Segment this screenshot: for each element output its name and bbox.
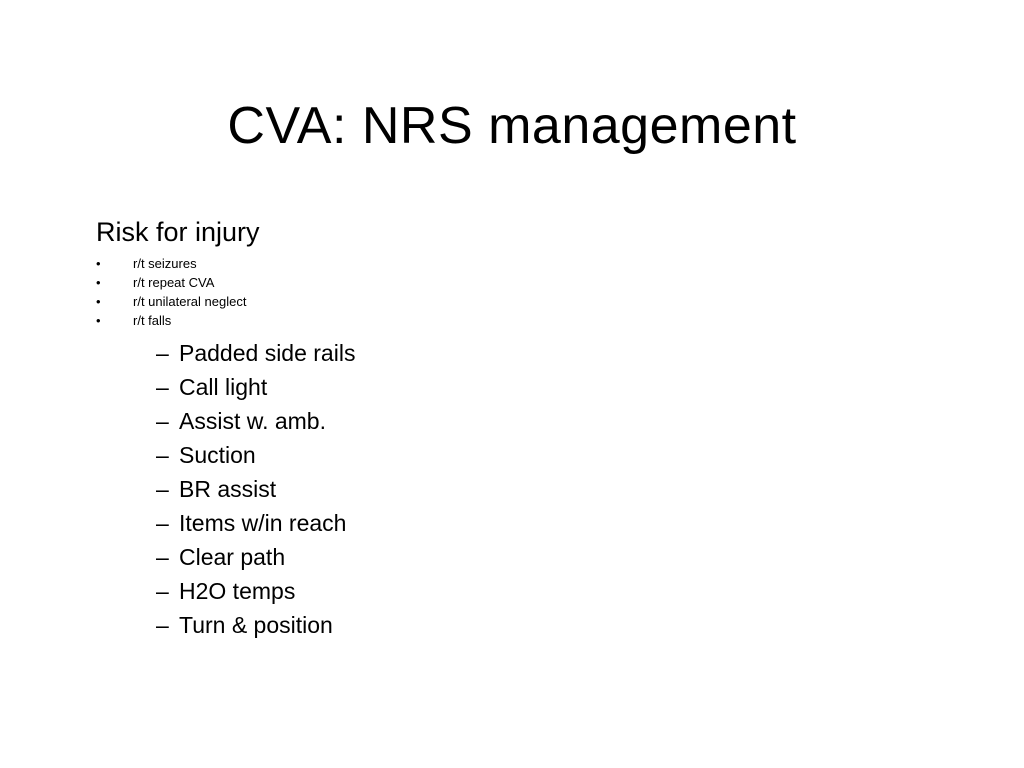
bullet-marker: •: [96, 256, 101, 271]
list-item: [96, 292, 896, 311]
dash-marker: –: [156, 578, 169, 604]
intervention-list: [96, 336, 896, 642]
list-item-text: Call light: [179, 374, 268, 400]
list-item: [96, 574, 896, 608]
list-item-text: r/t seizures: [133, 256, 197, 271]
list-item: [96, 311, 896, 330]
slide-title: CVA: NRS management: [227, 97, 797, 155]
list-item: [96, 254, 896, 273]
dash-marker: –: [156, 374, 169, 400]
list-item-text: H2O temps: [179, 578, 296, 604]
slide-body: [96, 214, 896, 642]
bullet-marker: •: [96, 275, 101, 290]
list-item: [96, 506, 896, 540]
section-heading: Risk for injury: [96, 217, 260, 247]
dash-marker: –: [156, 340, 169, 366]
dash-marker: –: [156, 408, 169, 434]
bullet-marker: •: [96, 294, 101, 309]
dash-marker: –: [156, 612, 169, 638]
list-item-text: Padded side rails: [179, 340, 356, 366]
list-item-text: Suction: [179, 442, 256, 468]
list-item: [96, 472, 896, 506]
list-item-text: Clear path: [179, 544, 286, 570]
list-item-text: r/t repeat CVA: [133, 275, 215, 290]
list-item-text: Items w/in reach: [179, 510, 347, 536]
list-item: [96, 540, 896, 574]
list-item-text: Assist w. amb.: [179, 408, 326, 434]
dash-marker: –: [156, 476, 169, 502]
dash-marker: –: [156, 544, 169, 570]
list-item: [96, 608, 896, 642]
list-item-text: Turn & position: [179, 612, 333, 638]
dash-marker: –: [156, 442, 169, 468]
list-item: [96, 336, 896, 370]
list-item-text: r/t unilateral neglect: [133, 294, 247, 309]
dash-marker: –: [156, 510, 169, 536]
risk-bullet-list: [96, 254, 896, 330]
list-item-text: BR assist: [179, 476, 277, 502]
list-item: [96, 273, 896, 292]
list-item: [96, 370, 896, 404]
list-item: [96, 438, 896, 472]
list-item: [96, 404, 896, 438]
bullet-marker: •: [96, 313, 101, 328]
list-item-text: r/t falls: [133, 313, 172, 328]
